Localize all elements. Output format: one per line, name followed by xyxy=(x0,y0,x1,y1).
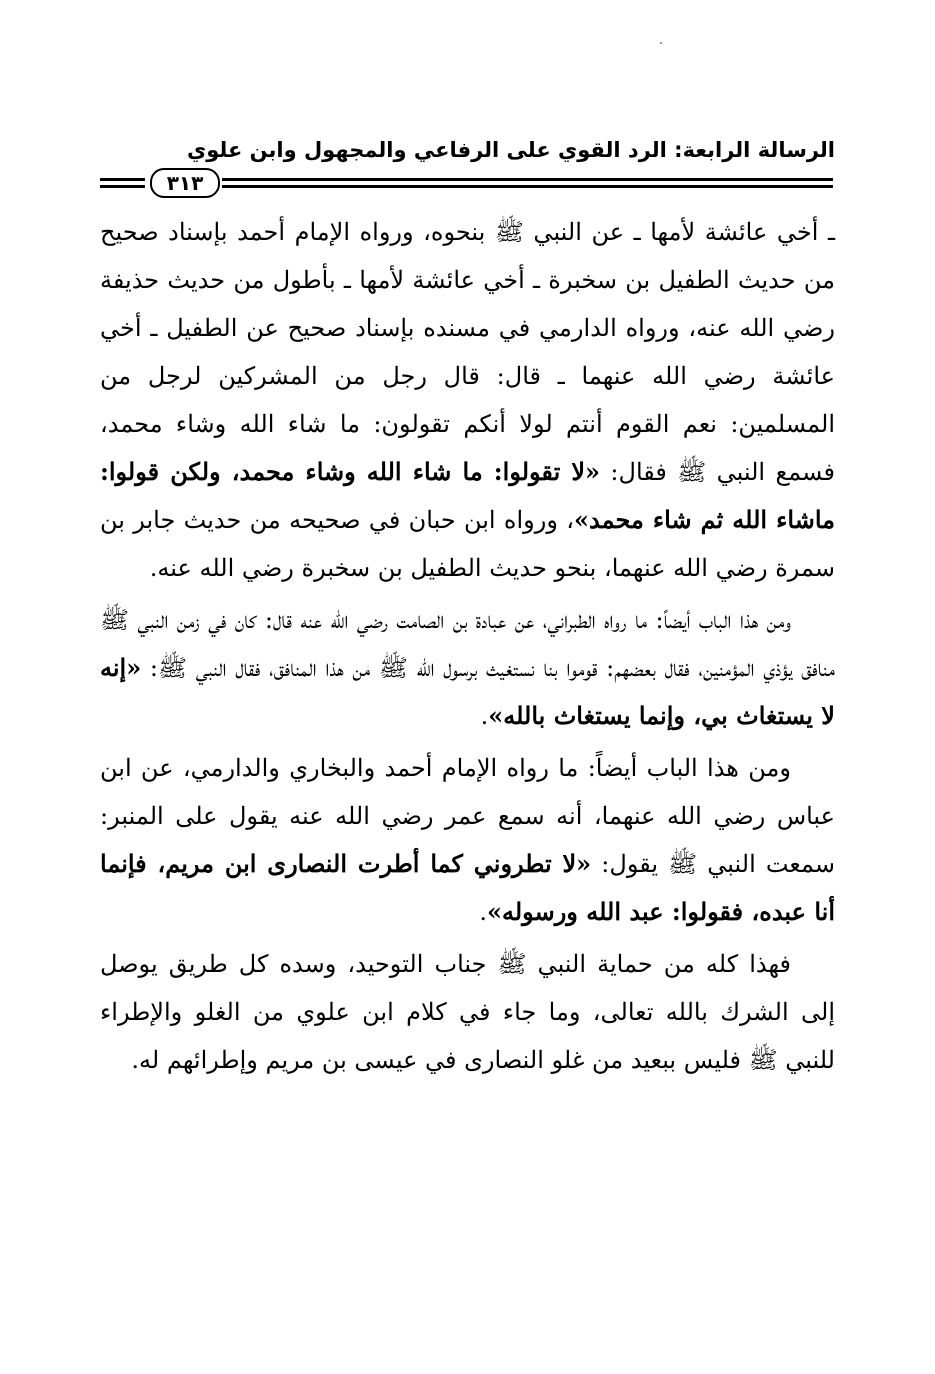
paragraph-3 xyxy=(100,744,835,936)
body-text xyxy=(100,208,835,1084)
paragraph-3-text: ومن هذا الباب أيضاً: ما رواه الإمام أحمد والبخاري والدارمي، عن ابن عباس رضي الله عنهما، أنه سمع عمر رضي الله عنه يقول على المنبر: سمعت النبي ﷺ يقول: xyxy=(100,754,835,878)
hadith-quote: «لا تقولوا: ما شاء الله وشاء محمد، ولكن قولوا: ماشاء الله ثم شاء محمد» xyxy=(100,457,835,534)
header-rule-right xyxy=(222,178,833,188)
scan-speck xyxy=(660,42,662,44)
header-rule-left xyxy=(100,178,145,188)
paragraph-1-text: ـ أخي عائشة لأمها ـ عن النبي ﷺ بنحوه، ورواه الإمام أحمد بإسناد صحيح من حديث الطفيل بن سخبرة ـ أخي عائشة لأمها ـ بأطول من حديث حذيفة رضي الله عنه، ورواه الدارمي في مسنده بإسناد صحيح عن الطفيل ـ أخي عائشة رضي الله عنهما ـ قال: قال رجل من المشركين لرجل من المسلمين: نعم القوم أنتم لولا أنكم تقولون: ما شاء الله وشاء محمد، فسمع النبي ﷺ فقال: xyxy=(100,218,836,486)
paragraph-1 xyxy=(100,208,835,592)
paragraph-3-text-end: . xyxy=(479,898,487,926)
paragraph-4-text: فهذا كله من حماية النبي ﷺ جناب التوحيد، وسده كل طريق يوصل إلى الشرك بالله تعالى، وما جاء في كلام ابن علوي من الغلو والإطراء للنبي ﷺ فليس ببعيد من غلو النصارى في عيسى بن مريم وإطرائهم له. xyxy=(100,950,835,1074)
hadith-quote: «إنه لا يستغاث بي، وإنما يستغاث بالله» xyxy=(100,653,835,730)
page-number: ٣١٣ xyxy=(150,168,220,198)
paragraph-2 xyxy=(100,596,835,740)
paragraph-4 xyxy=(100,940,835,1084)
paragraph-2-text-end: . xyxy=(480,702,489,730)
hadith-quote: «لا تطروني كما أطرت النصارى ابن مريم، فإنما أنا عبده، فقولوا: عبد الله ورسوله» xyxy=(100,849,835,926)
running-header-title: الرسالة الرابعة: الرد القوي على الرفاعي والمجهول وابن علوي xyxy=(186,138,835,162)
paragraph-2-text: ومن هذا الباب أيضاً: ما رواه الطبراني، عن عبادة بن الصامت رضي الله عنه قال: كان في زمن النبي ﷺ منافق يؤذي المؤمنين، فقال بعضهم: قوموا بنا نستغيث برسول الله ﷺ من هذا المنافق، فقال النبي ﷺ: xyxy=(100,606,835,682)
paragraph-1-text-end: ، ورواه ابن حبان في صحيحه من حديث جابر بن سمرة رضي الله عنهما، بنحو حديث الطفيل بن سخبرة رضي الله عنه. xyxy=(100,506,835,582)
